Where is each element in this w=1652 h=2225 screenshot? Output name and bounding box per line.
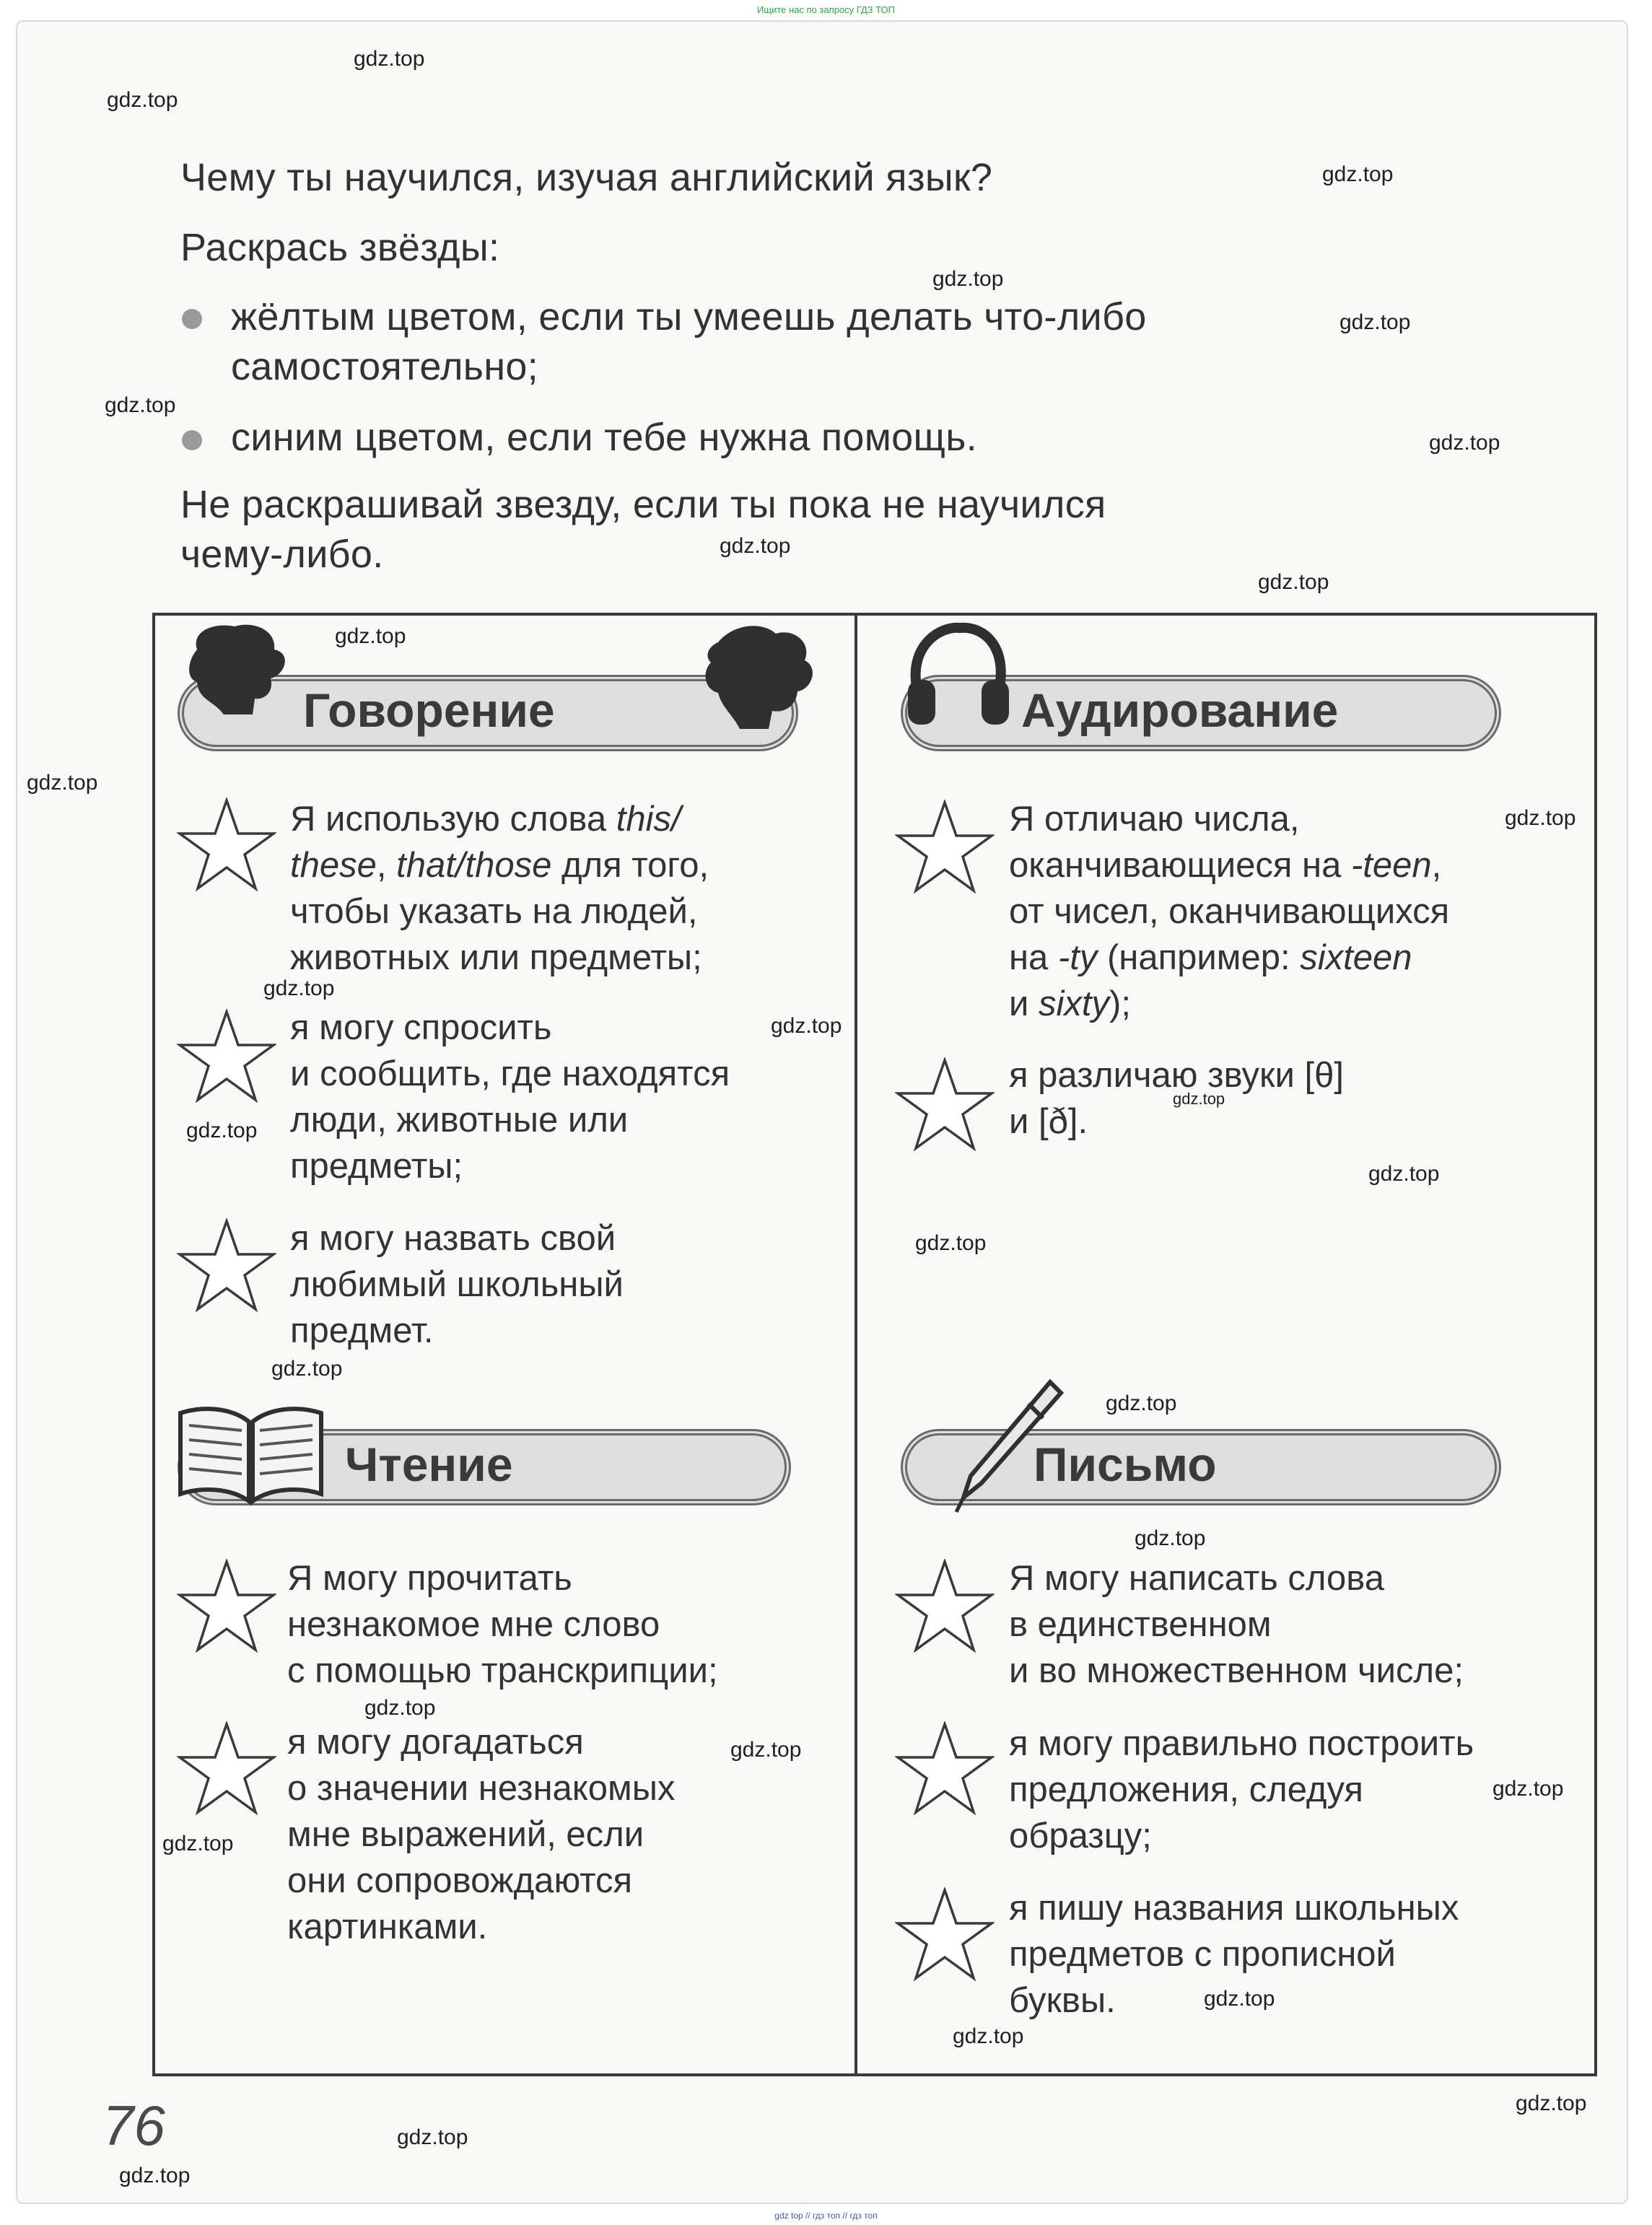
watermark: gdz.top — [1258, 570, 1329, 594]
watermark: gdz.top — [730, 1738, 802, 1762]
watermark: gdz.top — [1429, 431, 1500, 455]
star-outline-icon[interactable] — [895, 1057, 995, 1151]
headphones-icon — [902, 622, 1010, 730]
watermark: gdz.top — [186, 1119, 258, 1142]
star-outline-icon[interactable] — [177, 1218, 276, 1312]
watermark: gdz.top — [1135, 1526, 1206, 1550]
watermark: gdz.top — [1322, 162, 1394, 186]
intro-bullet1-line1: жёлтым цветом, если ты умеешь делать что-либо — [231, 295, 1147, 338]
watermark: gdz.top — [1204, 1987, 1275, 2011]
watermark: gdz.top — [1505, 806, 1576, 830]
intro-bullet2: синим цветом, если тебе нужна помощь. — [231, 416, 977, 459]
intro-note-line1: Не раскрашивай звезду, если ты пока не научился — [180, 483, 1106, 526]
star-outline-icon[interactable] — [895, 1721, 995, 1815]
watermark: gdz.top — [263, 976, 335, 1000]
star-outline-icon[interactable] — [177, 1559, 276, 1653]
page-number: 76 — [102, 2094, 165, 2157]
star-outline-icon[interactable] — [895, 800, 995, 893]
watermark: gdz.top — [1516, 2091, 1587, 2115]
star-outline-icon[interactable] — [177, 1009, 276, 1103]
intro-instruction: Раскрась звёзды: — [180, 226, 500, 269]
watermark: gdz.top — [932, 267, 1004, 291]
watermark: gdz.top — [397, 2125, 468, 2149]
watermark: gdz.top — [105, 393, 176, 417]
column-divider — [855, 613, 857, 2076]
star-outline-icon[interactable] — [895, 1559, 995, 1653]
footer-links[interactable]: gdz top // гдз топ // гдз топ — [774, 2211, 878, 2221]
reading-title: Чтение — [345, 1438, 513, 1491]
listening-title: Аудирование — [1021, 683, 1339, 737]
watermark: gdz.top — [162, 1832, 234, 1855]
writing-item-2: я могу правильно построить предложения, следуя образцу; — [1009, 1724, 1474, 1855]
reading-item-2: я могу догадаться о значении незнакомых мне выражений, если они сопровождаются картинками. — [287, 1723, 676, 1946]
reading-item-1: Я могу прочитать незнакомое мне слово с помощью транскрипции; — [287, 1559, 718, 1690]
intro-question: Чему ты научился, изучая английский язык? — [180, 156, 993, 199]
watermark: gdz.top — [1173, 1090, 1225, 1108]
speaking-title: Говорение — [303, 683, 555, 737]
star-outline-icon[interactable] — [177, 1721, 276, 1815]
watermark: gdz.top — [335, 624, 406, 648]
watermark: gdz.top — [915, 1231, 987, 1255]
watermark: gdz.top — [354, 47, 425, 71]
listening-item-2: я различаю звуки [θ] и [ð]. — [1009, 1056, 1344, 1141]
watermark: gdz.top — [1339, 310, 1411, 334]
listening-item-1: Я отличаю числа, оканчивающиеся на -teen, от чисел, оканчивающихся на -ty (например: sixteen и sixty); — [1009, 800, 1450, 1023]
watermark: gdz.top — [119, 2164, 191, 2187]
watermark: gdz.top — [107, 88, 178, 112]
speaking-item-2: я могу спросить и сообщить, где находятся люди, животные или предметы; — [290, 1008, 730, 1186]
writing-item-1: Я могу написать слова в единственном и во множественном числе; — [1009, 1559, 1464, 1690]
speaking-item-3: я могу назвать свой любимый школьный предмет. — [290, 1219, 624, 1350]
speaking-item-1: Я использую слова this/ these, that/those для того, чтобы указать на людей, животных или предметы; — [290, 800, 709, 977]
star-outline-icon[interactable] — [895, 1887, 995, 1981]
watermark: gdz.top — [1493, 1777, 1564, 1801]
watermark: gdz.top — [720, 534, 791, 558]
intro-bullet1-line2: самостоятельно; — [231, 345, 538, 388]
top-banner[interactable]: Ищите нас по запросу ГДЗ ТОП — [757, 4, 895, 15]
watermark: gdz.top — [1368, 1162, 1440, 1186]
bullet-dot — [182, 309, 202, 329]
watermark: gdz.top — [771, 1014, 842, 1038]
watermark: gdz.top — [1106, 1391, 1177, 1415]
watermark: gdz.top — [364, 1696, 436, 1720]
writing-title: Письмо — [1033, 1438, 1217, 1491]
open-book-icon — [173, 1400, 328, 1508]
watermark: gdz.top — [953, 2024, 1024, 2048]
writing-item-3: я пишу названия школьных предметов с прописной буквы. — [1009, 1889, 1459, 2020]
bullet-dot — [182, 430, 202, 450]
star-outline-icon[interactable] — [177, 797, 276, 891]
intro-note-line2: чему-либо. — [180, 533, 384, 576]
watermark: gdz.top — [271, 1357, 343, 1381]
watermark: gdz.top — [27, 771, 98, 795]
